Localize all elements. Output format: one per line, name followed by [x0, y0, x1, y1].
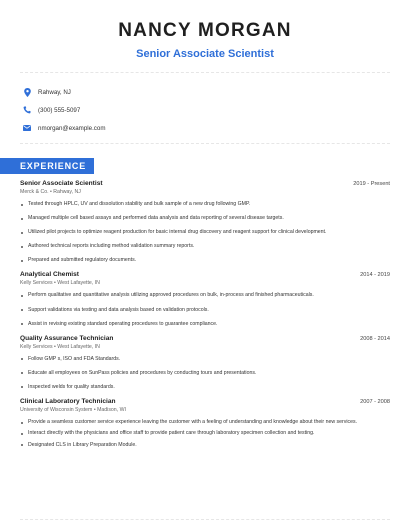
candidate-title: Senior Associate Scientist	[136, 48, 274, 60]
meta-separator: •	[54, 343, 58, 350]
job-company: Kelly Services	[20, 280, 53, 287]
job-company: Merck & Co.	[20, 189, 49, 195]
list-item: Interact directly with the physicians and office staff to provide patient care through laboratory specimen collection and testing.	[20, 430, 390, 437]
list-item: Assist in revising existing standard operating procedures to guarantee compliance.	[20, 321, 390, 328]
contact-email-text: nmorgan@example.com	[38, 124, 106, 132]
job-meta	[20, 280, 390, 286]
job-entry	[20, 271, 390, 328]
job-location: West Lafayette, IN	[57, 343, 100, 350]
job-entry	[20, 335, 390, 392]
job-meta	[20, 407, 390, 413]
list-item: Inspected welds for quality standards.	[20, 384, 390, 391]
job-location: West Lafayette, IN	[57, 280, 100, 287]
contact-list	[0, 73, 410, 137]
list-item: Follow GMP s, ISO and FDA Standards.	[20, 356, 390, 363]
meta-separator: •	[54, 280, 58, 287]
job-dates: 2019 - Present	[353, 181, 390, 187]
job-location: Madison, WI	[97, 407, 126, 414]
job-header	[20, 271, 390, 278]
contact-phone	[22, 101, 390, 119]
job-title: Clinical Laboratory Technician	[20, 398, 116, 406]
job-meta	[20, 344, 390, 350]
job-entry	[20, 398, 390, 449]
contact-phone-text: (300) 555-5097	[38, 106, 81, 114]
contact-location	[22, 83, 390, 101]
list-item: Authored technical reports including method validation summary reports.	[20, 243, 390, 250]
job-meta	[20, 189, 390, 195]
job-header	[20, 180, 390, 187]
list-item: Designated CLS in Library Preparation Module.	[20, 442, 390, 449]
job-bullets	[20, 201, 390, 265]
job-dates: 2007 - 2008	[360, 399, 390, 406]
job-company: University of Wisconsin System	[20, 407, 93, 414]
contact-location-text: Rahway, NJ	[38, 88, 71, 96]
job-bullets	[20, 292, 390, 328]
job-dates: 2008 - 2014	[360, 335, 390, 342]
resume-header	[0, 0, 410, 60]
job-location: Rahway, NJ	[53, 189, 81, 195]
job-title: Senior Associate Scientist	[20, 180, 103, 187]
job-bullets	[20, 356, 390, 392]
list-item: Educate all employees on SunPass policies and procedures by conducting tours and presentations.	[20, 370, 390, 377]
meta-separator: •	[50, 189, 54, 195]
job-title: Quality Assurance Technician	[20, 334, 114, 342]
experience-list	[0, 174, 410, 449]
list-item: Perform qualitative and quantitative analysis utilizing approved procedures on bulk, in-process and finished pharmaceuticals.	[20, 292, 390, 299]
job-entry	[20, 180, 390, 265]
list-item: Utilized pilot projects to optimize reagent production for basic internal drug discovery and reagent support for clinical development.	[20, 229, 390, 236]
experience-section-header: EXPERIENCE	[0, 158, 94, 174]
list-item: Managed multiple cell based assays and performed data analysis and data reporting of several disease targets.	[20, 215, 390, 222]
list-item: Support validations via testing and data analysis based on validation protocols.	[20, 307, 390, 314]
list-item: Provide a seamless customer service experience leaving the customer with a feeling of understanding and knowledge about their new services.	[20, 419, 390, 426]
job-dates: 2014 - 2019	[360, 272, 390, 279]
mail-icon	[22, 125, 32, 131]
list-item: Tested through HPLC, UV and dissolution stability and bulk sample of a new drug following GMP.	[20, 201, 390, 208]
section-divider	[20, 143, 390, 144]
meta-separator: •	[93, 407, 98, 414]
job-header	[20, 335, 390, 342]
contact-email	[22, 119, 390, 137]
footer-divider	[20, 519, 390, 520]
location-pin-icon	[22, 88, 32, 97]
job-title: Analytical Chemist	[20, 271, 79, 279]
phone-icon	[22, 106, 32, 114]
candidate-name: NANCY MORGAN	[118, 20, 292, 41]
job-company: Kelly Services	[20, 343, 53, 350]
job-header	[20, 398, 390, 405]
list-item: Prepared and submitted regulatory documents.	[20, 257, 390, 264]
job-bullets	[20, 419, 390, 449]
